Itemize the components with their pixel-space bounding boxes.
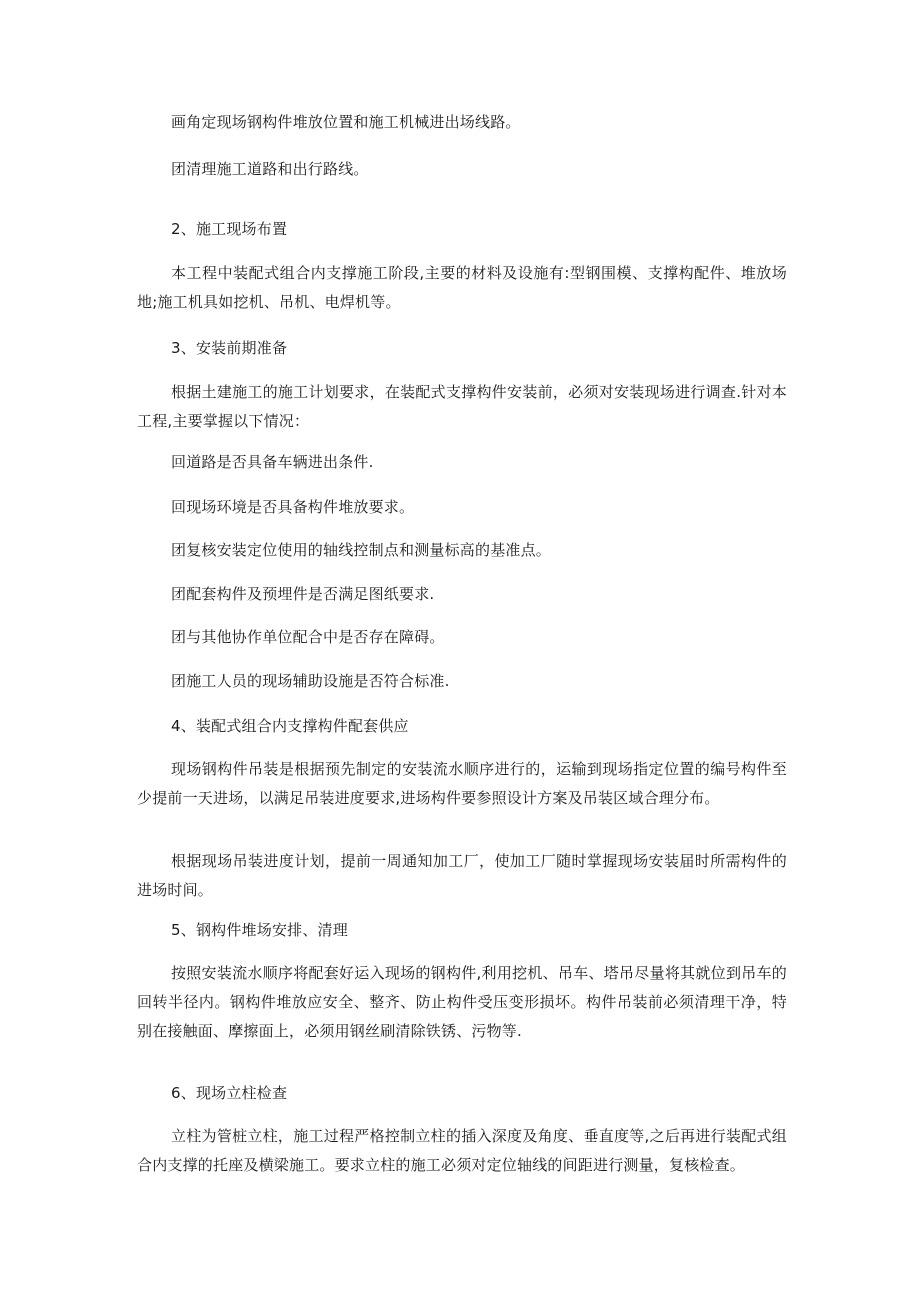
- paragraph-text: 按照安装流水顺序将配套好运入现场的钢构件,利用挖机、吊车、塔吊尽量将其就位到吊车的回转半径内。钢构件堆放应安全、整齐、防止构件受压变形损坏。构件吊装前必须清理干净，特别在接触面、摩擦面上，必须用钢丝刷清除铁锈、污物等.: [137, 964, 787, 1040]
- paragraph-text: 本工程中装配式组合内支撑施工阶段,主要的材料及设施有:型钢围模、支撑构配件、堆放场地;施工机具如挖机、吊机、电焊机等。: [137, 264, 787, 311]
- checklist-item-coordination: 团与其他协作单位配合中是否存在障碍。: [171, 628, 445, 646]
- paragraph-text: 根据现场吊装进度计划，提前一周通知加工厂，使加工厂随时掌握现场安装届时所需构件的进场时间。: [137, 852, 787, 899]
- paragraph-text: 立柱为管桩立柱，施工过程严格控制立柱的插入深度及角度、垂直度等,之后再进行装配式组合内支撑的托座及横梁施工。要求立柱的施工必须对定位轴线的间距进行测量，复核检查。: [137, 1127, 787, 1174]
- bullet-line-clear-roads: 团清理施工道路和出行路线。: [171, 160, 369, 178]
- section-heading-supply: 4、装配式组合内支撑构件配套供应: [171, 717, 409, 735]
- section-heading-column-inspection: 6、现场立柱检查: [171, 1084, 288, 1102]
- paragraph-column-inspection: [137, 1122, 787, 1180]
- paragraph-text: 根据土建施工的施工计划要求，在装配式支撑构件安装前，必须对安装现场进行调查.针对本工程,主要掌握以下情况：: [137, 383, 787, 430]
- paragraph-supply-schedule: [137, 847, 787, 905]
- checklist-item-roads: 回道路是否具备车辆进出条件.: [171, 453, 374, 471]
- checklist-item-embedded-parts: 团配套构件及预埋件是否满足图纸要求.: [171, 585, 435, 603]
- paragraph-storage-yard: [137, 959, 787, 1046]
- section-heading-preparation: 3、安装前期准备: [171, 339, 288, 357]
- checklist-item-axis-control: 团复核安装定位使用的轴线控制点和测量标高的基准点。: [171, 541, 552, 559]
- checklist-item-auxiliary-facilities: 团施工人员的现场辅助设施是否符合标准.: [171, 672, 450, 690]
- paragraph-text: 现场钢构件吊装是根据预先制定的安装流水顺序进行的，运输到现场指定位置的编号构件至少提前一天进场，以满足吊装进度要求,进场构件要参照设计方案及吊装区域合理分布。: [137, 760, 787, 807]
- checklist-item-environment: 回现场环境是否具备构件堆放要求。: [171, 498, 415, 516]
- paragraph-site-arrangement: [137, 259, 787, 317]
- bullet-line-site-layout: 画角定现场钢构件堆放位置和施工机械进出场线路。: [171, 113, 521, 131]
- section-heading-site-arrangement: 2、施工现场布置: [171, 220, 288, 238]
- paragraph-supply-lifting: [137, 755, 787, 813]
- section-heading-storage-yard: 5、钢构件堆场安排、清理: [171, 921, 348, 939]
- paragraph-preparation: [137, 378, 787, 436]
